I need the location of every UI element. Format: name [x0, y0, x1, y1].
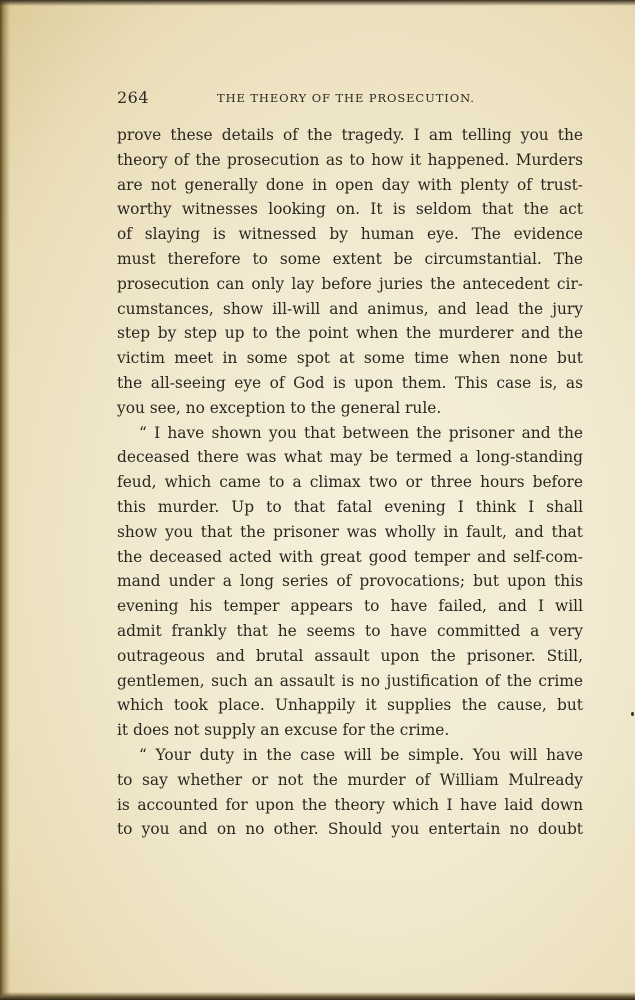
text-line: the deceased acted with great good temper and self-com-	[117, 547, 583, 566]
ink-speck	[631, 712, 634, 716]
text-line: must therefore to some extent be circumstantial. The	[117, 249, 583, 268]
text-line: theory of the prosecution as to how it happened. Murders	[117, 150, 583, 169]
text-line: the all-seeing eye of God is upon them. This case is, as	[117, 373, 583, 392]
text-line: outrageous and brutal assault upon the prisoner. Still,	[117, 646, 583, 665]
text-line: feud, which came to a climax two or three hours before	[117, 473, 583, 492]
text-line: evening his temper appears to have failed, and I will	[117, 597, 583, 616]
text-line: are not generally done in open day with plenty of trust-	[117, 175, 583, 194]
text-line: it does not supply an excuse for the crime.	[117, 721, 450, 740]
text-line: prove these details of the tragedy. I am telling you the	[117, 126, 583, 144]
text-line: you see, no exception to the general rule.	[117, 398, 442, 417]
page-bottom-edge	[0, 992, 635, 1000]
text-line: deceased there was what may be termed a long-standing	[117, 448, 583, 467]
text-line: which took place. Unhappily it supplies the cause, but	[117, 696, 583, 715]
text-line: gentlemen, such an assault is no justification of the crime	[117, 671, 583, 690]
text-line: to say whether or not the murder of William Mulready	[117, 770, 583, 789]
text-line: “ I have shown you that between the prisoner and the	[139, 423, 583, 442]
page-header	[117, 88, 583, 112]
text-line: is accounted for upon the theory which I have laid down	[117, 795, 583, 814]
text-line: victim meet in some spot at some time when none but	[117, 349, 583, 368]
text-line: “ Your duty in the case will be simple. You will have	[139, 745, 583, 764]
text-line: worthy witnesses looking on. It is seldom that the act	[117, 200, 583, 219]
text-line: admit frankly that he seems to have committed a very	[117, 621, 583, 640]
text-line: cumstances, show ill-will and animus, and lead the jury	[117, 299, 583, 318]
text-line: of slaying is witnessed by human eye. The evidence	[117, 225, 583, 244]
page-number: 264	[117, 88, 150, 107]
text-line: this murder. Up to that fatal evening I think I shall	[117, 497, 583, 516]
body-text	[117, 123, 583, 842]
text-line: show you that the prisoner was wholly in fault, and that	[117, 522, 583, 541]
text-line: mand under a long series of provocations; but upon this	[117, 572, 583, 591]
text-line: prosecution can only lay before juries the antecedent cir-	[117, 274, 583, 293]
text-line: step by step up to the point when the murderer and the	[117, 324, 583, 343]
running-head: THE THEORY OF THE PROSECUTION.	[217, 91, 475, 105]
text-line: to you and on no other. Should you entertain no doubt	[117, 820, 583, 839]
